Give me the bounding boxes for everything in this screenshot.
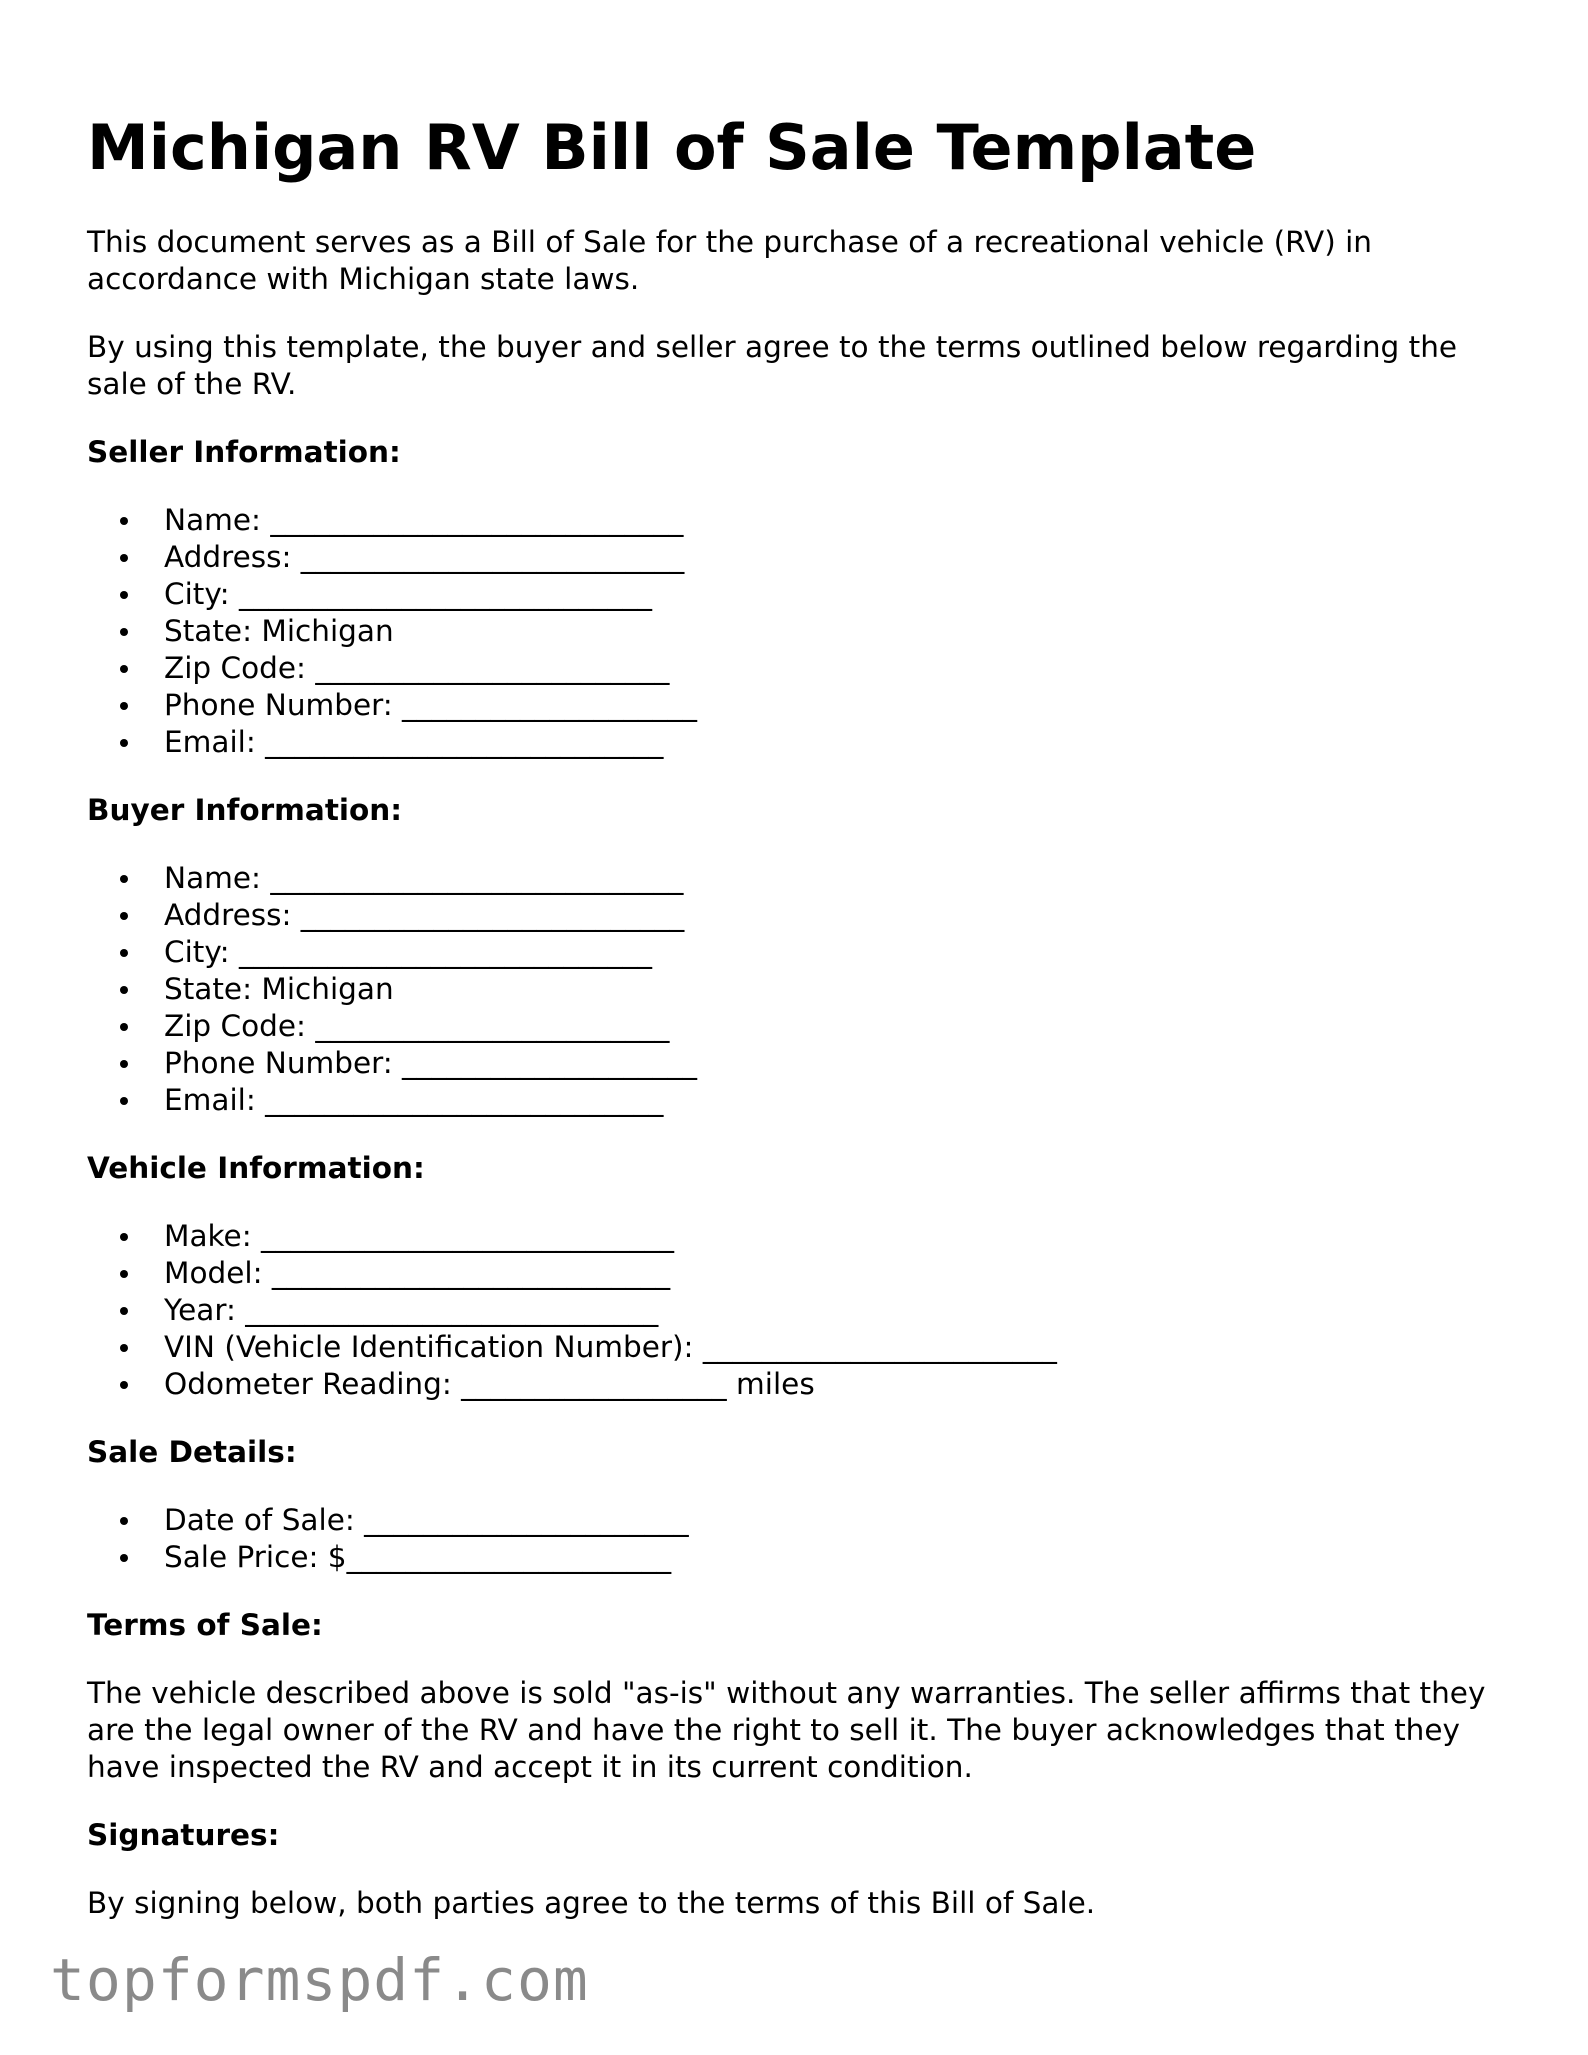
seller-email-field[interactable]: Email: ___________________________ (164, 724, 1507, 761)
buyer-email-field[interactable]: Email: ___________________________ (164, 1082, 1507, 1119)
signatures-paragraph: By signing below, both parties agree to the terms of this Bill of Sale. (87, 1886, 1096, 1920)
seller-zip-field[interactable]: Zip Code: ________________________ (164, 650, 1507, 687)
vehicle-list (87, 1218, 1507, 1403)
buyer-zip-field[interactable]: Zip Code: ________________________ (164, 1008, 1507, 1045)
vehicle-heading: Vehicle Information: (87, 1151, 425, 1185)
vehicle-model-field[interactable]: Model: ___________________________ (164, 1255, 1507, 1292)
sale-heading: Sale Details: (87, 1435, 297, 1469)
terms-paragraph: The vehicle described above is sold "as-is" without any warranties. The seller affirms that they are the legal owner of the RV and have the right to sell it. The buyer acknowledges that they have inspected the RV and accept it in its current condition. (87, 1676, 1486, 1784)
vehicle-make-field[interactable]: Make: ____________________________ (164, 1218, 1507, 1255)
intro-paragraph-1: This document serves as a Bill of Sale for the purchase of a recreational vehicle (RV) in accordance with Michigan state laws. (87, 225, 1372, 296)
buyer-address-field[interactable]: Address: __________________________ (164, 897, 1507, 934)
page-title: Michigan RV Bill of Sale Template (87, 111, 1257, 184)
buyer-list (87, 860, 1507, 1119)
sale-date-field[interactable]: Date of Sale: ______________________ (164, 1502, 1507, 1539)
watermark: topformspdf.com (50, 1946, 589, 2014)
seller-city-field[interactable]: City: ____________________________ (164, 576, 1507, 613)
seller-heading: Seller Information: (87, 435, 401, 469)
terms-heading: Terms of Sale: (87, 1608, 323, 1642)
vehicle-odometer-field[interactable]: Odometer Reading: __________________ miles (164, 1366, 1507, 1403)
seller-state: State: Michigan (164, 613, 1507, 650)
seller-name-field[interactable]: Name: ____________________________ (164, 502, 1507, 539)
document-body (87, 224, 1507, 1953)
seller-address-field[interactable]: Address: __________________________ (164, 539, 1507, 576)
buyer-heading: Buyer Information: (87, 793, 403, 827)
vehicle-vin-field[interactable]: VIN (Vehicle Identification Number): ________________________ (164, 1329, 1507, 1366)
buyer-state: State: Michigan (164, 971, 1507, 1008)
buyer-city-field[interactable]: City: ____________________________ (164, 934, 1507, 971)
buyer-name-field[interactable]: Name: ____________________________ (164, 860, 1507, 897)
sale-price-field[interactable]: Sale Price: $______________________ (164, 1539, 1507, 1576)
sale-list (87, 1502, 1507, 1576)
seller-list (87, 502, 1507, 761)
vehicle-year-field[interactable]: Year: ____________________________ (164, 1292, 1507, 1329)
buyer-phone-field[interactable]: Phone Number: ____________________ (164, 1045, 1507, 1082)
seller-phone-field[interactable]: Phone Number: ____________________ (164, 687, 1507, 724)
signatures-heading: Signatures: (87, 1818, 280, 1852)
intro-paragraph-2: By using this template, the buyer and seller agree to the terms outlined below regarding the sale of the RV. (87, 330, 1458, 401)
